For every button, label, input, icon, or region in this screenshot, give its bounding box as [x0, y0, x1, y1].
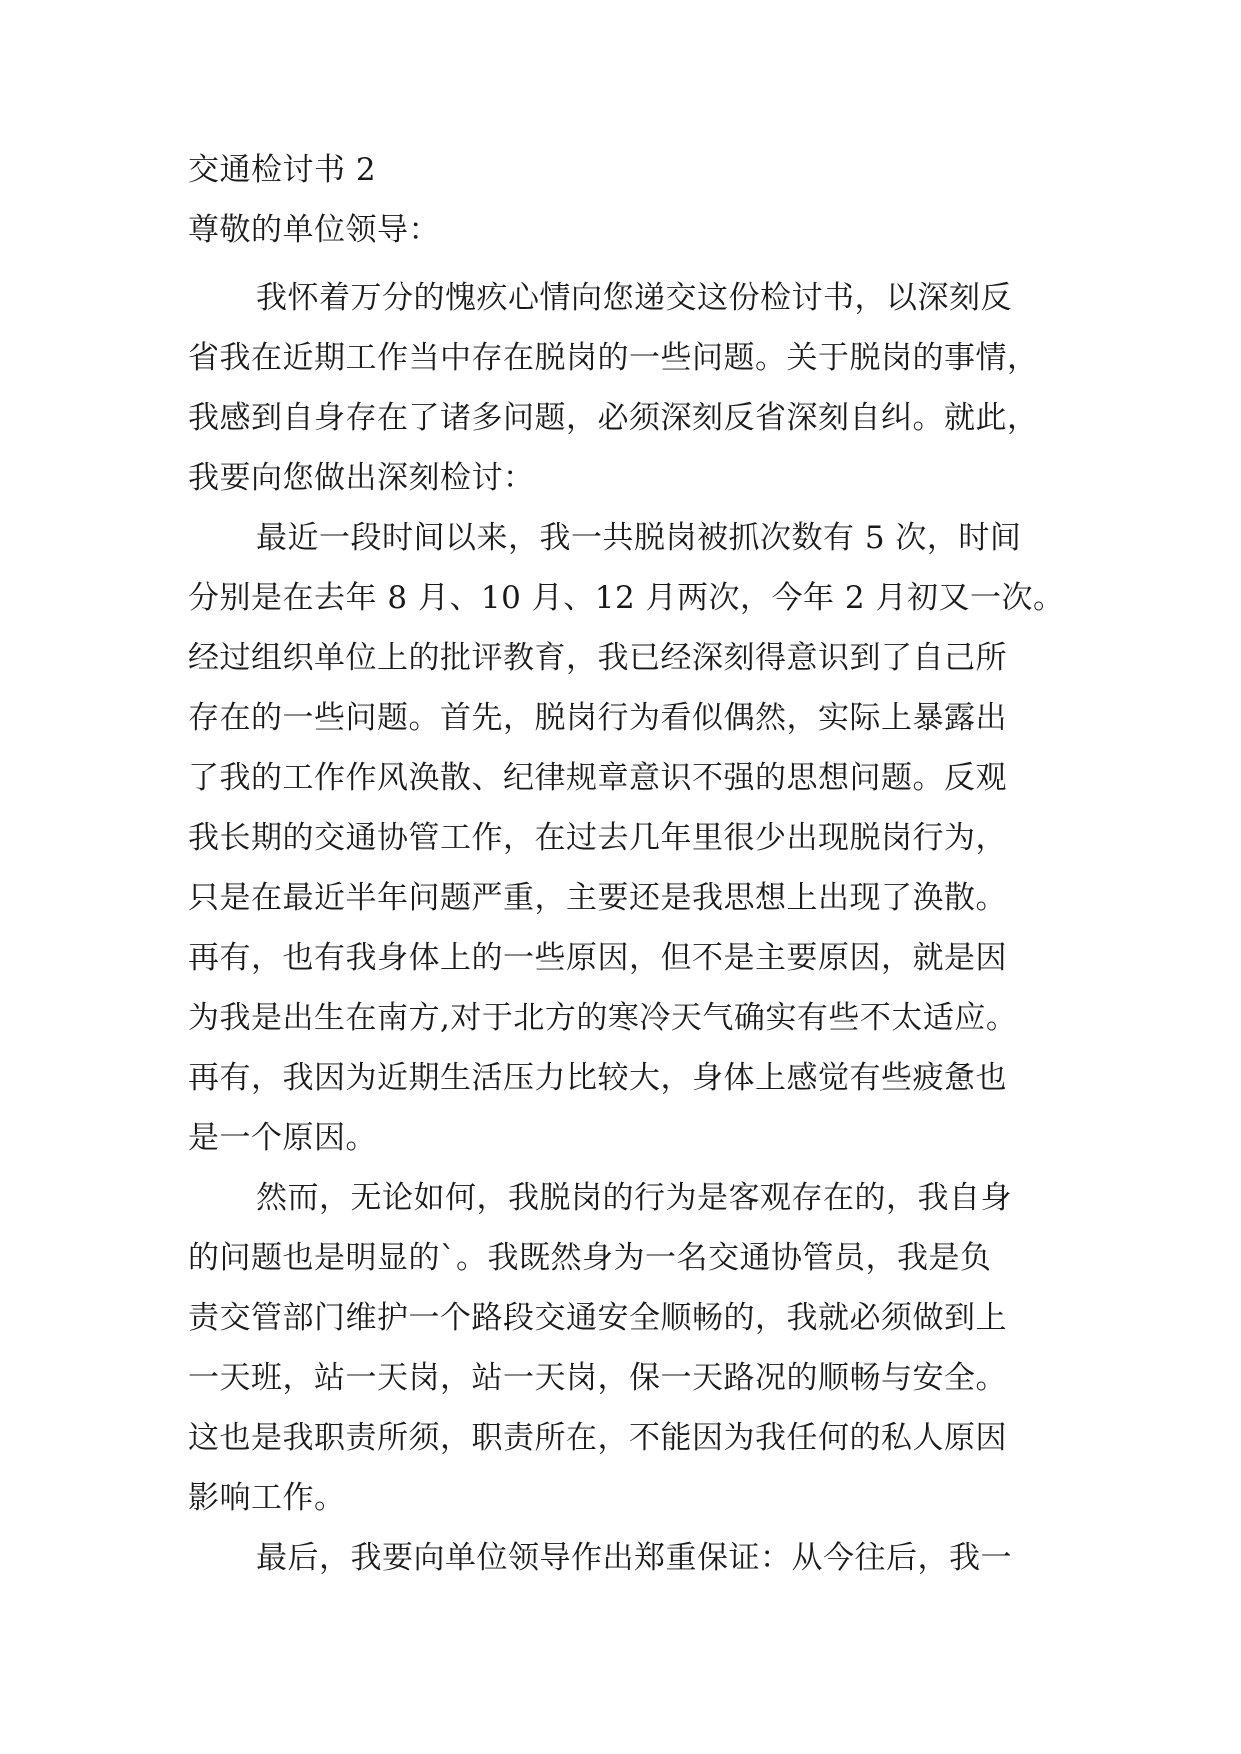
- salutation: 尊敬的单位领导：: [188, 212, 440, 248]
- text-line: 的问题也是明显的`。我既然身为一名交通协管员，我是负: [188, 1240, 992, 1276]
- text-line: 我长期的交通协管工作，在过去几年里很少出现脱岗行为，: [188, 820, 1007, 856]
- text-line: 只是在最近半年问题严重，主要还是我思想上出现了涣散。: [188, 880, 1007, 916]
- text-line: 再有，也有我身体上的一些原因，但不是主要原因，就是因: [188, 940, 1007, 976]
- text-line: 经过组织单位上的批评教育，我已经深刻得意识到了自己所: [188, 640, 1007, 676]
- text-line: 存在的一些问题。首先，脱岗行为看似偶然，实际上暴露出: [188, 700, 1007, 736]
- text-line: 分别是在去年 8 月、10 月、12 月两次，今年 2 月初又一次。: [188, 580, 1065, 616]
- text-line: 最近一段时间以来，我一共脱岗被抓次数有 5 次，时间: [256, 520, 1022, 556]
- text-line: 了我的工作作风涣散、纪律规章意识不强的思想问题。反观: [188, 760, 1007, 796]
- document-title: 交通检讨书 2: [188, 152, 377, 188]
- text-line: 我感到自身存在了诸多问题，必须深刻反省深刻自纠。就此，: [188, 400, 1039, 436]
- text-line: 我怀着万分的愧疚心情向您递交这份检讨书，以深刻反: [256, 280, 1012, 316]
- text-line: 影响工作。: [188, 1480, 346, 1516]
- text-line: 我要向您做出深刻检讨：: [188, 460, 535, 496]
- text-line: 是一个原因。: [188, 1120, 377, 1156]
- text-line: 再有，我因为近期生活压力比较大，身体上感觉有些疲惫也: [188, 1060, 1007, 1096]
- text-line: 一天班，站一天岗，站一天岗，保一天路况的顺畅与安全。: [188, 1360, 1007, 1396]
- text-line: 这也是我职责所须，职责所在，不能因为我任何的私人原因: [188, 1420, 1007, 1456]
- text-line: 最后，我要向单位领导作出郑重保证：从今往后，我一: [256, 1540, 1012, 1576]
- text-line: 省我在近期工作当中存在脱岗的一些问题。关于脱岗的事情，: [188, 340, 1039, 376]
- text-line: 为我是出生在南方,对于北方的寒冷天气确实有些不太适应。: [188, 1000, 1018, 1036]
- text-line: 责交管部门维护一个路段交通安全顺畅的，我就必须做到上: [188, 1300, 1007, 1336]
- text-line: 然而，无论如何，我脱岗的行为是客观存在的，我自身: [256, 1180, 1012, 1216]
